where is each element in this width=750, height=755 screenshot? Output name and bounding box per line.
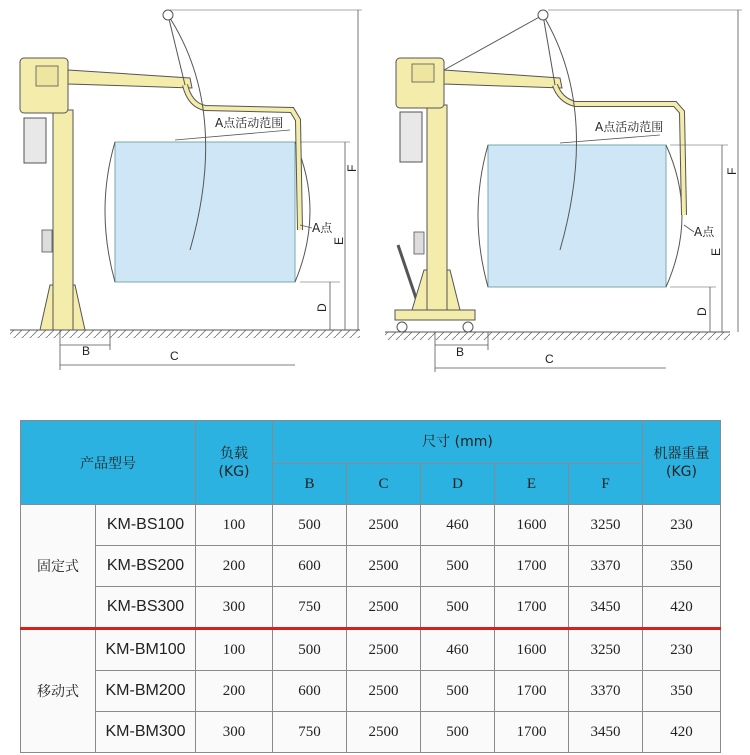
table-row [21, 587, 721, 629]
cell-load: 200 [196, 671, 273, 712]
range-arc [105, 142, 115, 282]
cell-model: KM-BM300 [96, 712, 196, 753]
range-arc-right [666, 145, 682, 287]
cell-f: 3450 [569, 712, 643, 753]
cell-b: 600 [273, 546, 347, 587]
cell-b: 750 [273, 587, 347, 629]
cell-f: 3370 [569, 546, 643, 587]
cylinder [400, 112, 422, 162]
cell-c: 2500 [347, 546, 421, 587]
ground-hatch [385, 332, 730, 340]
main-arm [444, 70, 562, 88]
cell-load: 100 [196, 629, 273, 671]
cell-weight: 350 [643, 671, 721, 712]
cell-load: 300 [196, 587, 273, 629]
ground-hatch [10, 330, 360, 338]
cell-c: 2500 [347, 587, 421, 629]
header-col-b: B [273, 464, 347, 505]
cell-e: 1600 [495, 629, 569, 671]
cell-weight: 350 [643, 546, 721, 587]
dim-d: D [695, 307, 709, 316]
table-row [21, 629, 721, 671]
column [427, 105, 447, 310]
cell-b: 500 [273, 505, 347, 546]
mobile-manipulator-diagram [385, 10, 742, 372]
dim-b: B [456, 345, 465, 359]
header-size: 尺寸 (mm) [273, 421, 643, 464]
header-weight-line1: 机器重量 [653, 445, 710, 462]
dim-e: E [332, 236, 346, 245]
cable [168, 15, 185, 85]
cell-d: 500 [421, 671, 495, 712]
cell-c: 2500 [347, 712, 421, 753]
cell-load: 300 [196, 712, 273, 753]
cell-d: 460 [421, 505, 495, 546]
fixed-manipulator-diagram [10, 10, 362, 370]
cable [444, 15, 543, 70]
header-weight [643, 421, 721, 505]
wheel [397, 322, 407, 332]
cell-f: 3370 [569, 671, 643, 712]
cell-model: KM-BS100 [96, 505, 196, 546]
cell-f: 3250 [569, 505, 643, 546]
cell-load: 200 [196, 546, 273, 587]
cell-e: 1700 [495, 587, 569, 629]
main-arm [68, 70, 192, 88]
cell-b: 500 [273, 629, 347, 671]
cart-frame [395, 310, 475, 320]
cell-model: KM-BM200 [96, 671, 196, 712]
cell-weight: 420 [643, 587, 721, 629]
cell-e: 1700 [495, 712, 569, 753]
header-col-e: E [495, 464, 569, 505]
cell-e: 1700 [495, 546, 569, 587]
dim-b: B [82, 344, 91, 358]
cell-model: KM-BM100 [96, 629, 196, 671]
dim-f: F [345, 164, 359, 172]
header-load [196, 421, 273, 505]
wheel [463, 322, 473, 332]
cell-weight: 230 [643, 505, 721, 546]
cell-d: 500 [421, 712, 495, 753]
dim-c: C [545, 352, 554, 366]
header-weight-line2: (KG) [666, 463, 697, 480]
control-window [412, 64, 434, 82]
cell-load: 100 [196, 505, 273, 546]
point-a-label: A点 [694, 225, 715, 239]
header-load-line1: 负载 [220, 445, 248, 462]
dim-e: E [709, 247, 723, 256]
cell-f: 3250 [569, 629, 643, 671]
header-load-line2: (KG) [218, 463, 250, 480]
range-arc [478, 145, 488, 287]
dim-c: C [170, 349, 179, 363]
dim-f: F [725, 167, 739, 175]
cell-b: 750 [273, 712, 347, 753]
area-label: A点活动范围 [215, 116, 284, 130]
spec-table-container [20, 420, 720, 753]
cell-c: 2500 [347, 671, 421, 712]
area-label: A点活动范围 [595, 120, 664, 134]
table-row [21, 505, 721, 546]
group-fixed: 固定式 [21, 505, 96, 629]
table-row [21, 671, 721, 712]
cell-e: 1600 [495, 505, 569, 546]
point-a-label: A点 [312, 221, 333, 235]
cell-d: 500 [421, 587, 495, 629]
group-mobile: 移动式 [21, 629, 96, 753]
control-window [36, 66, 58, 86]
cell-model: KM-BS200 [96, 546, 196, 587]
cell-e: 1700 [495, 671, 569, 712]
cell-model: KM-BS300 [96, 587, 196, 629]
header-model: 产品型号 [21, 421, 196, 505]
spec-table [20, 420, 721, 753]
air-valve [42, 230, 52, 252]
table-row [21, 712, 721, 753]
cell-c: 2500 [347, 505, 421, 546]
top-pulley [538, 10, 548, 20]
dim-d: D [315, 303, 329, 312]
cell-b: 600 [273, 671, 347, 712]
cell-c: 2500 [347, 629, 421, 671]
header-col-d: D [421, 464, 495, 505]
working-range-area [488, 145, 666, 287]
top-pulley [163, 10, 173, 20]
cell-f: 3450 [569, 587, 643, 629]
cylinder [24, 118, 46, 163]
table-row [21, 546, 721, 587]
cell-d: 460 [421, 629, 495, 671]
cell-weight: 420 [643, 712, 721, 753]
cell-weight: 230 [643, 629, 721, 671]
header-col-f: F [569, 464, 643, 505]
column [53, 110, 73, 330]
cell-d: 500 [421, 546, 495, 587]
air-valve [414, 232, 424, 254]
header-col-c: C [347, 464, 421, 505]
